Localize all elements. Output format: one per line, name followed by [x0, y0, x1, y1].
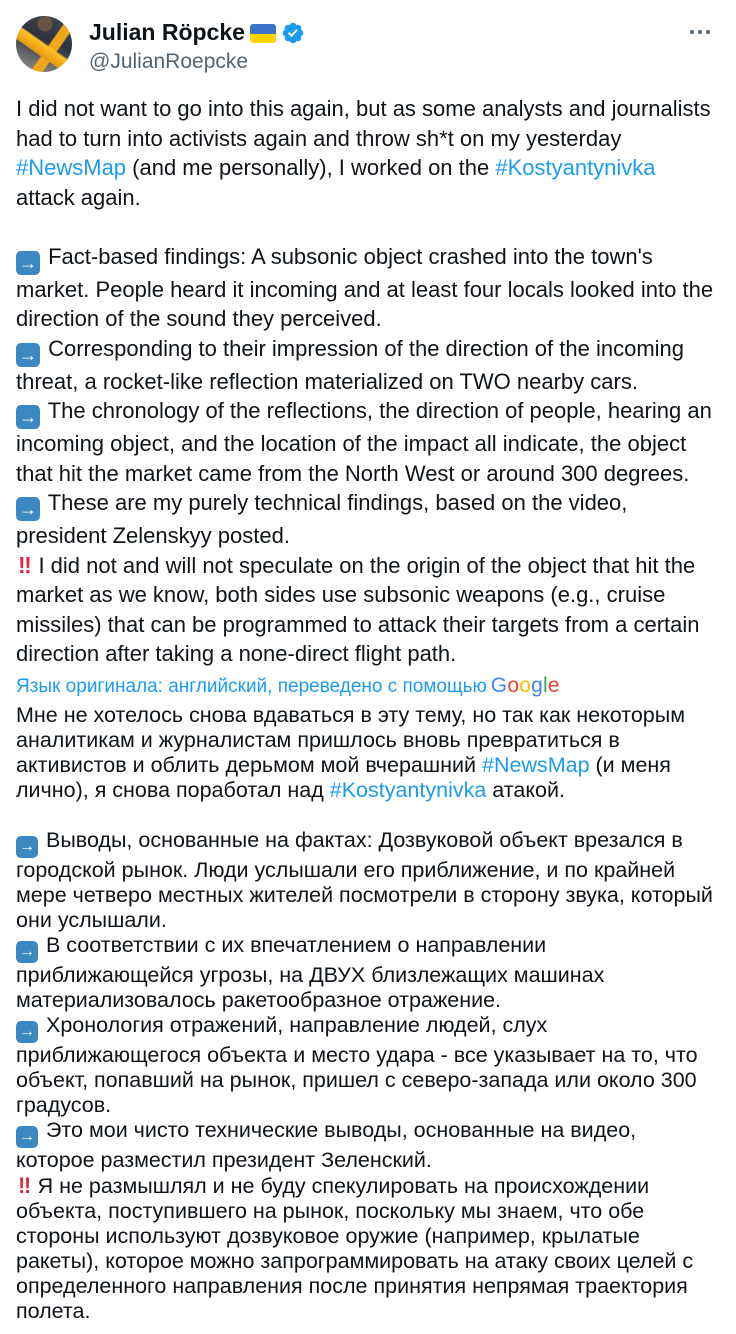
hashtag-link[interactable]: #Kostyantynivka — [329, 777, 487, 802]
author-name-row — [89, 19, 305, 46]
tweet-body-russian — [16, 703, 720, 1324]
verified-badge-icon — [281, 21, 305, 45]
right-arrow-emoji: → — [16, 251, 40, 275]
right-arrow-emoji: → — [16, 405, 40, 429]
google-logo-letter: g — [531, 673, 543, 697]
tweet-text: Я не размышлял и не буду спекулировать на происхождении объекта, поступившего на рынок, поскольку мы знаем, что обе стороны используют дозвуковое оружие (например, крылатые ракеты), которое можно запрограммировать на атаку своих целей с определенного направления после принятия непрямая траектория полета. — [16, 1173, 694, 1323]
hashtag-link[interactable]: #Kostyantynivka — [495, 155, 656, 180]
flag-bottom-stripe — [250, 34, 276, 44]
right-arrow-emoji: → — [16, 836, 38, 858]
right-arrow-emoji: → — [16, 941, 38, 963]
right-arrow-emoji: → — [16, 1021, 38, 1043]
tweet-text: атакой. — [486, 777, 565, 802]
tweet-text: attack again. — [16, 184, 141, 210]
user-handle[interactable]: @JulianRoepcke — [89, 50, 249, 73]
dot — [706, 30, 710, 34]
tweet-paragraph — [16, 94, 720, 212]
tweet-text: Corresponding to their impression of the direction of the incoming threat, a rocket-like reflection materialized on TWO nearby cars. — [16, 335, 685, 394]
right-arrow-emoji: → — [16, 497, 40, 521]
more-options-button[interactable] — [684, 24, 716, 40]
google-logo-letter: o — [519, 673, 532, 697]
author-names — [89, 16, 305, 74]
tweet-paragraph — [16, 396, 720, 488]
tweet-text: Выводы, основанные на фактах: Дозвуковой объект врезался в городской рынок. Люди услышали его приближение, и по крайней мере четверо местных жителей посмотрели в сторону звука, который они услышали. — [16, 827, 713, 932]
tweet-paragraph — [16, 1173, 720, 1324]
google-logo-letter: G — [490, 673, 508, 697]
translation-notice[interactable] — [16, 672, 720, 700]
blank-line — [16, 212, 720, 242]
tweet-paragraph — [16, 933, 720, 1013]
tweet-text: These are my purely technical findings, based on the video, president Zelenskyy posted. — [16, 490, 628, 548]
tweet-text: (и меня лично), я снова поработал над — [16, 752, 671, 802]
tweet-text: Мне не хотелось снова вдаваться в эту тему, но так как некоторым аналитикам и журналистам пришлось вновь превратиться в активистов и облить дерьмом мой вчерашний — [16, 702, 685, 777]
google-logo-letter: o — [507, 673, 520, 697]
tweet-text: I did not want to go into this again, but as some analysts and journalists had to turn into activists again and throw sh*t on my yesterday — [16, 96, 711, 151]
double-exclamation-emoji: !! — [18, 1172, 30, 1198]
double-exclamation-emoji: !! — [18, 551, 31, 578]
right-arrow-emoji: → — [16, 343, 40, 367]
dot — [698, 30, 702, 34]
tweet-text: Хронология отражений, направление людей, слух приближающегося объекта и место удара - все указывает на то, что объект, попавший на рынок, пришел с северо-запада или около 300 градусов. — [16, 1012, 698, 1117]
ukraine-flag-icon — [250, 24, 276, 43]
hashtag-link[interactable]: #NewsMap — [482, 752, 590, 777]
display-name[interactable]: Julian Röpcke — [89, 19, 245, 45]
tweet-text: I did not and will not speculate on the origin of the object that hit the market as we know, both sides use subsonic weapons (e.g., cruise missiles) that can be programmed to attack their targets from a certain direction after taking a none-direct flight path. — [16, 552, 700, 666]
tweet-paragraph — [16, 488, 720, 551]
tweet-text: В соответствии с их впечатлением о направлении приближающейся угрозы, на ДВУХ близлежащих машинах материализовалось ракетообразное отражение. — [16, 932, 605, 1012]
translation-notice-text: Язык оригинала: английский, переведено с помощью — [16, 675, 487, 697]
google-logo-letter: e — [547, 673, 560, 697]
tweet-paragraph — [16, 551, 720, 669]
tweet-paragraph — [16, 828, 720, 933]
blank-line — [16, 803, 720, 828]
dot — [690, 30, 694, 34]
tweet-paragraph — [16, 703, 720, 803]
tweet-body-english — [16, 94, 720, 669]
tweet-text: (and me personally), I worked on the — [126, 155, 496, 180]
tweet-header — [16, 16, 720, 74]
tweet-text: Fact-based findings: A subsonic object crashed into the town's market. People heard it incoming and at least four locals looked into the direction of the sound they perceived. — [16, 243, 714, 331]
tweet-paragraph — [16, 334, 720, 397]
avatar[interactable] — [16, 16, 72, 72]
tweet-text: Это мои чисто технические выводы, основанные на видео, которое разместил президент Зеленский. — [16, 1117, 637, 1172]
flag-top-stripe — [250, 24, 276, 34]
tweet-text: The chronology of the reflections, the direction of people, hearing an incoming object, and the location of the impact all indicate, the object that hit the market came from the North West or around 300 degrees. — [16, 398, 712, 486]
google-logo-letter: l — [543, 673, 548, 697]
tweet-paragraph — [16, 1118, 720, 1173]
tweet-paragraph — [16, 1013, 720, 1118]
google-logo — [491, 674, 560, 697]
right-arrow-emoji: → — [16, 1126, 38, 1148]
tweet-paragraph — [16, 242, 720, 334]
hashtag-link[interactable]: #NewsMap — [16, 155, 127, 180]
